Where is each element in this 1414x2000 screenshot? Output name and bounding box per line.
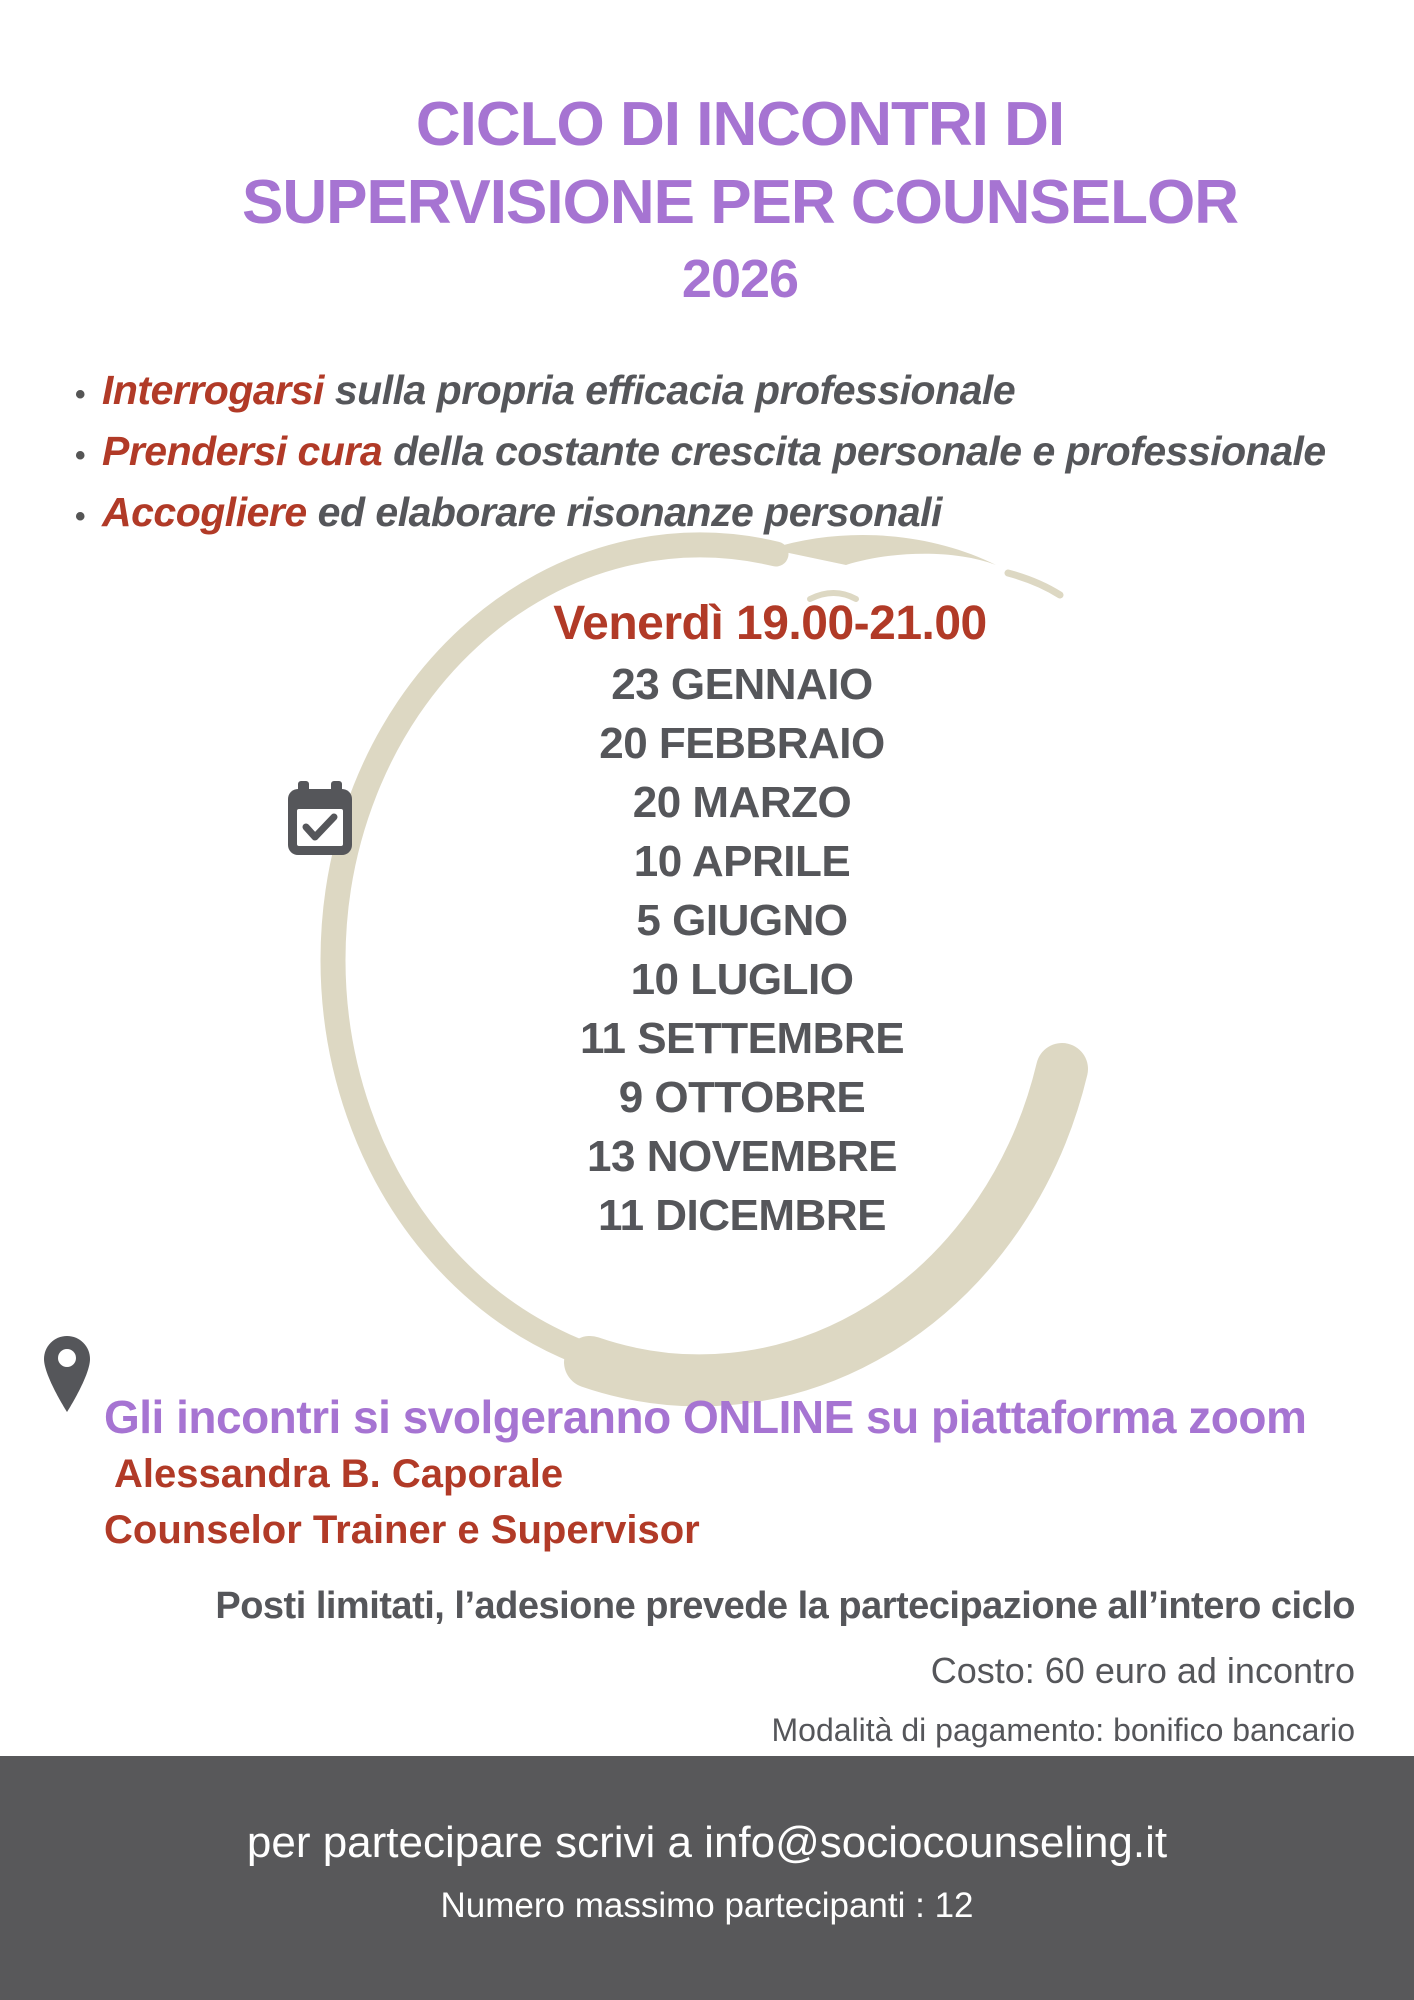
facilitator-name: Alessandra B. Caporale (114, 1452, 564, 1496)
bullet-text (102, 423, 1326, 480)
date-item: 20 FEBBRAIO (599, 719, 885, 768)
online-platform-line: Gli incontri si svolgeranno ONLINE su piattaforma zoom (104, 1391, 1307, 1443)
contact-email-line: per partecipare scrivi a info@sociocounseling.it (246, 1818, 1168, 1867)
bullet-dot-icon: • (74, 500, 85, 533)
date-item: 5 GIUGNO (636, 896, 848, 945)
pin-hole (58, 1349, 76, 1367)
date-item: 13 NOVEMBRE (587, 1132, 897, 1181)
map-pin-icon (44, 1336, 90, 1412)
bullet-lead: Accogliere (102, 489, 307, 535)
page-title-line1: CICLO DI INCONTRI DI (415, 90, 1065, 159)
date-item: 20 MARZO (632, 778, 852, 827)
bullet-lead: Interrogarsi (102, 367, 324, 413)
date-item: 11 DICEMBRE (598, 1191, 886, 1240)
bullet-item (58, 362, 1326, 423)
brush-speck-dash (1008, 573, 1060, 595)
bullet-list (58, 362, 1326, 545)
footer-bar (0, 1756, 1414, 2000)
bullet-rest: della costante crescita personale e professionale (393, 428, 1326, 474)
date-item: 11 SETTEMBRE (579, 1014, 905, 1063)
bullet-rest: ed elaborare risonanze personali (317, 489, 942, 535)
facilitator-role: Counselor Trainer e Supervisor (104, 1508, 700, 1552)
limited-seats-note: Posti limitati, l’adesione prevede la partecipazione all’intero ciclo (215, 1585, 1355, 1627)
dates-list (70, 655, 1414, 1245)
bullet-item (58, 484, 1326, 545)
date-item: 10 LUGLIO (630, 955, 854, 1004)
bullet-dot-icon: • (74, 378, 85, 411)
bullet-item (58, 423, 1326, 484)
bullet-text (102, 484, 942, 541)
title-block (66, 86, 1414, 310)
date-item: 10 APRILE (633, 837, 851, 886)
max-participants-line: Numero massimo partecipanti : 12 (440, 1886, 974, 1925)
cost-note: Costo: 60 euro ad incontro (930, 1650, 1355, 1691)
date-item: 23 GENNAIO (611, 660, 873, 709)
bullet-dot-icon: • (74, 439, 85, 472)
page-title-line2: SUPERVISIONE PER COUNSELOR (241, 168, 1239, 237)
bullet-rest: sulla propria efficacia professionale (334, 367, 1016, 413)
calendar-check-icon (288, 781, 352, 859)
pin-shape (44, 1336, 90, 1412)
schedule-heading: Venerdì 19.00-21.00 (553, 597, 987, 650)
bullet-text (102, 362, 1015, 419)
date-item: 9 OTTOBRE (618, 1073, 866, 1122)
details-block (215, 1585, 1355, 1749)
bullet-lead: Prendersi cura (102, 428, 383, 474)
year-label: 2026 (681, 249, 799, 309)
payment-note: Modalità di pagamento: bonifico bancario (771, 1712, 1355, 1748)
